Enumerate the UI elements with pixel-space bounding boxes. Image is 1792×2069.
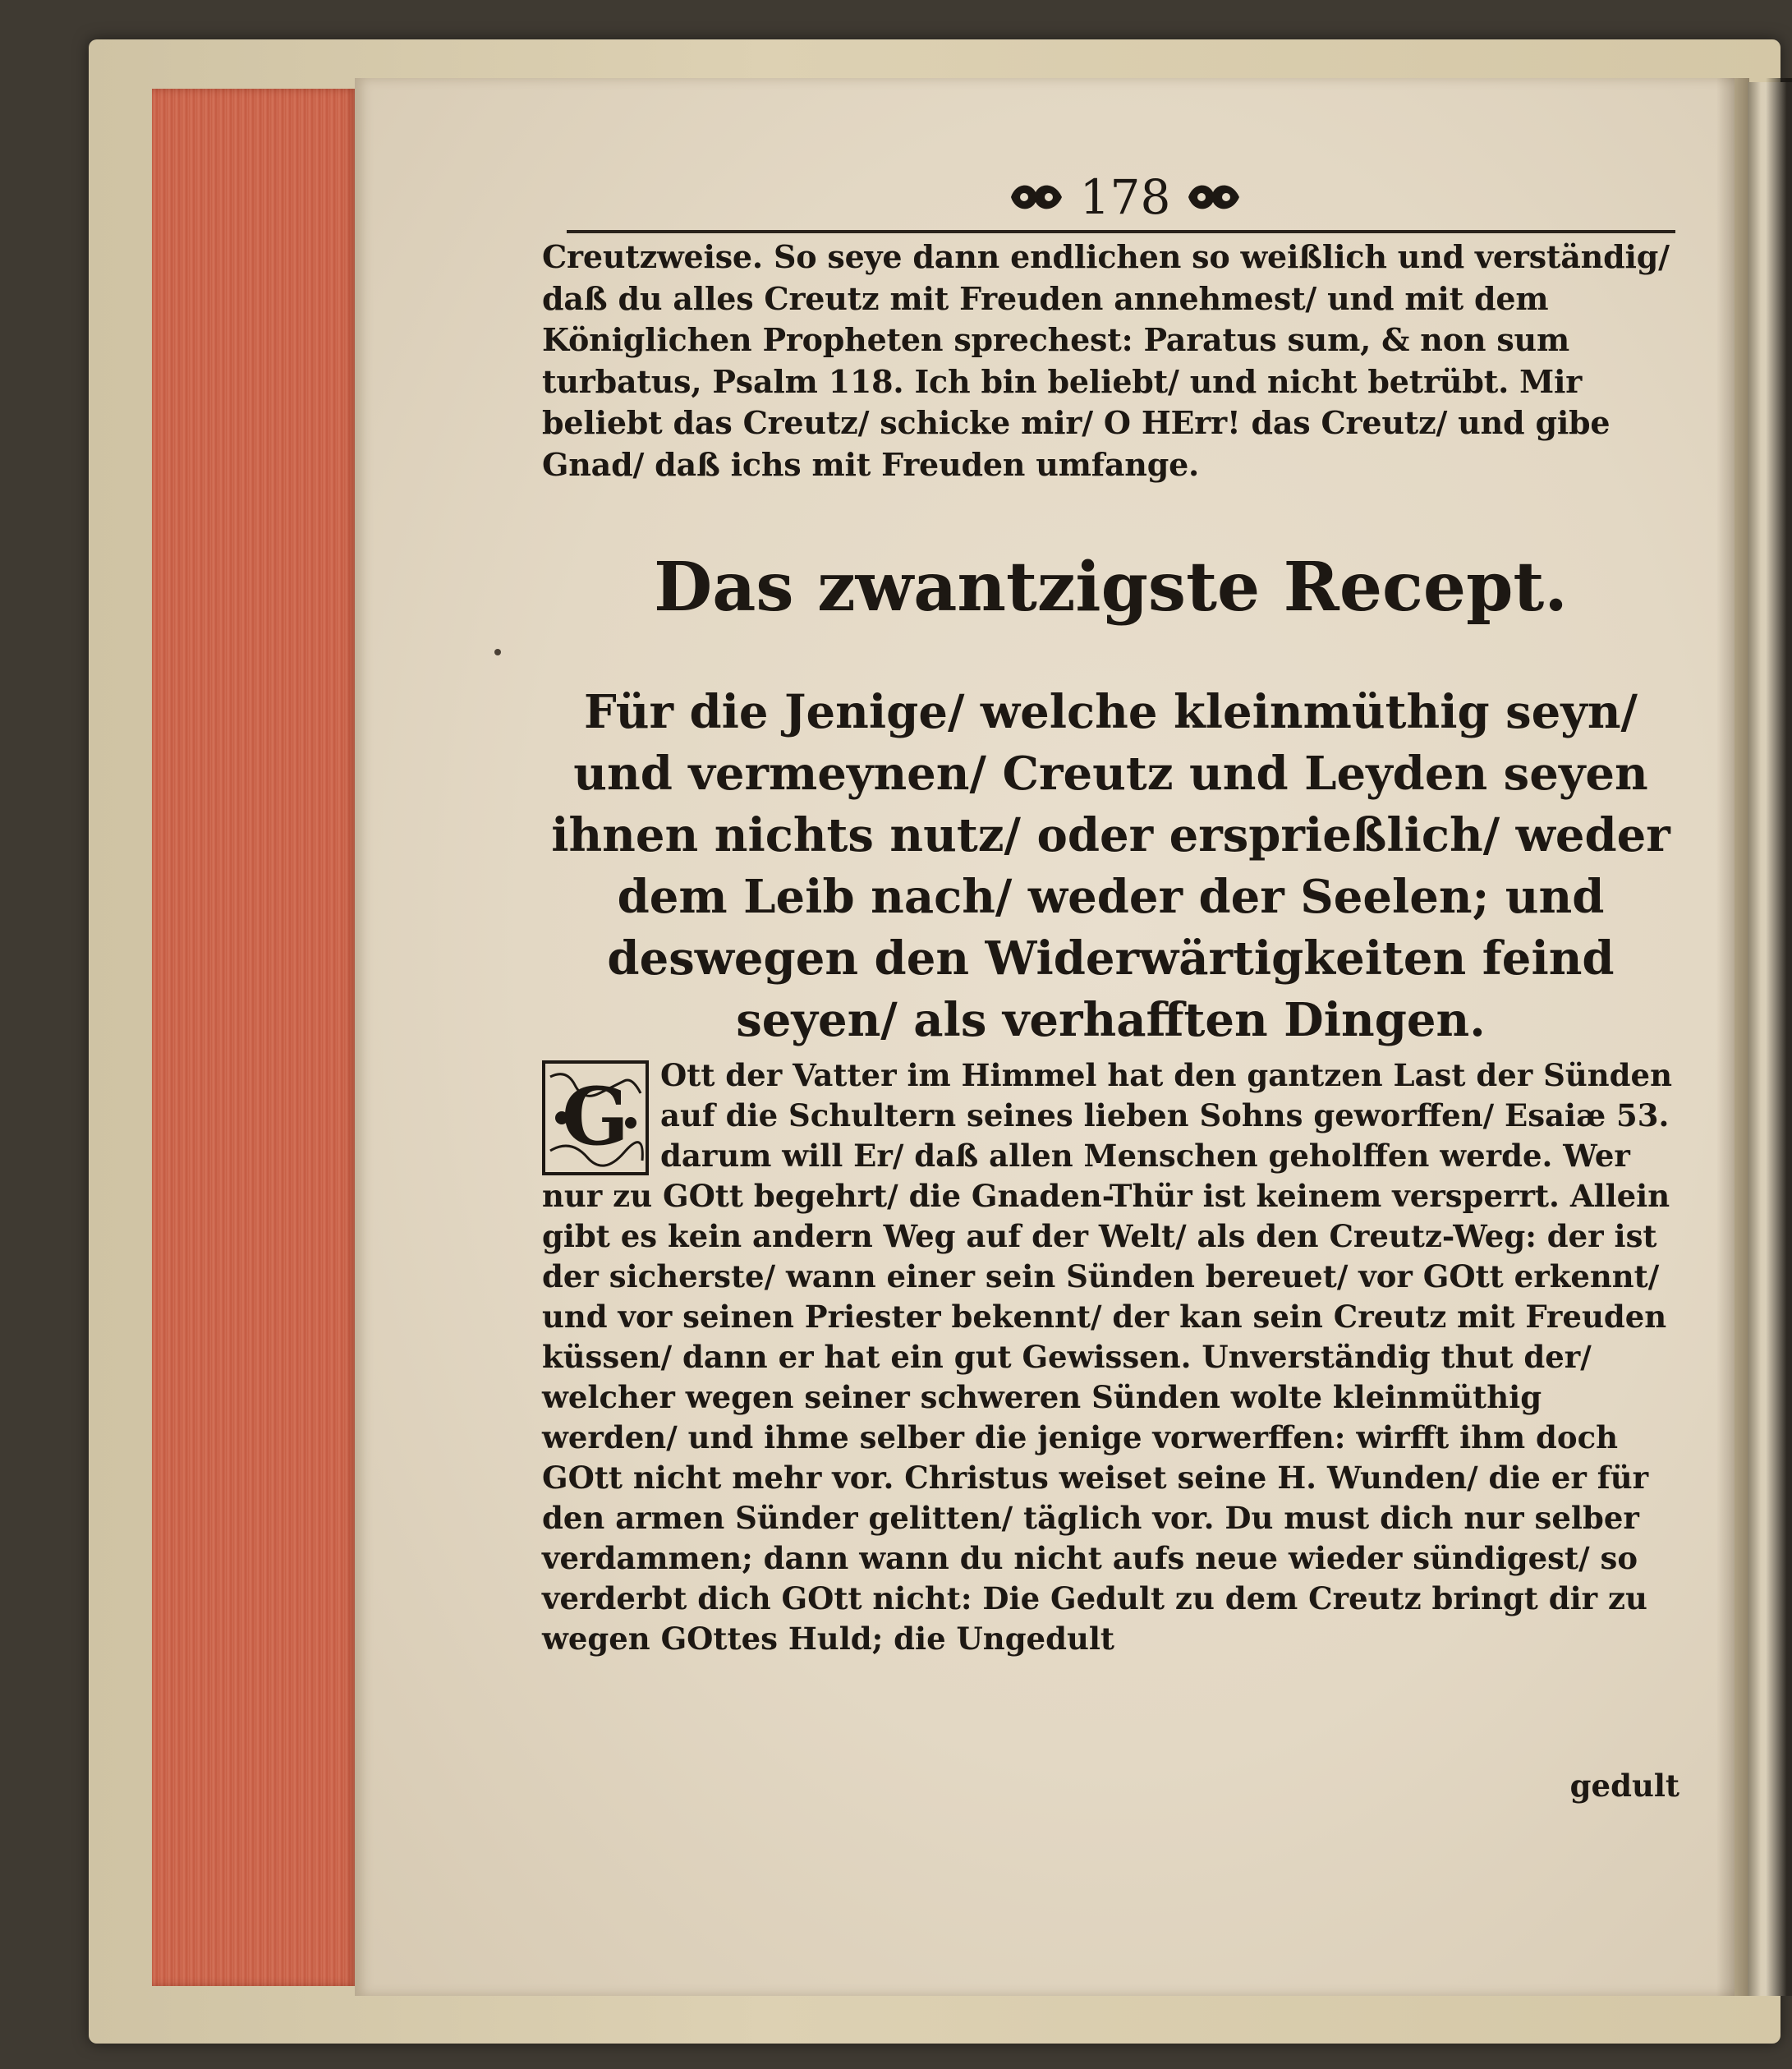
fleuron-ornament-right-icon [1185, 179, 1243, 215]
page-header [969, 168, 1281, 226]
ink-speck [494, 649, 501, 655]
fleuron-ornament-left-icon [1008, 179, 1065, 215]
decorated-initial-icon [542, 1060, 649, 1175]
catchword: gedult [1569, 1768, 1679, 1804]
body-paragraph-block [542, 1055, 1679, 1659]
drop-cap-letter: G [562, 1070, 629, 1163]
section-subheading: Für die Jenige/ welche kleinmüthig seyn/ und vermeynen/ Creutz und Leyden seyen ihnen nichts nutz/ oder ersprießlich/ weder dem Leib nach/ weder der Seelen; und deswegen den Widerwärtigkeiten feind seyen/ als verhafften Dingen. [551, 685, 1670, 1047]
top-paragraph: Creutzweise. So seye dann endlichen so weißlich und verständig/ daß du alles Creutz mit Freuden annehmest/ und mit dem Königlichen Propheten sprechest: Paratus sum, & non sum turbatus, Psalm 118. Ich bin beliebt/ und nicht betrübt. Mir beliebt das Creutz/ schicke mir/ O HErr! das Creutz/ und gibe Gnad/ daß ichs mit Freuden umfange. [542, 238, 1670, 483]
page-number: 178 [1079, 169, 1171, 225]
red-page-edges [152, 89, 357, 1986]
facing-page-shadow [1766, 78, 1792, 1996]
page-gutter-shadow [1716, 78, 1749, 1996]
header-rule [567, 230, 1675, 233]
section-heading: Das zwantzigste Recept. [654, 548, 1568, 627]
body-paragraph: Ott der Vatter im Himmel hat den gantzen Last der Sünden auf die Schultern seines lieben Sohns geworffen/ Esaiæ 53. darum will Er/ daß allen Menschen geholffen werde. Wer nur zu GOtt begehrt/ die Gnaden-Thür ist keinem versperrt. Allein gibt es kein andern Weg auf der Welt/ als den Creutz-Weg: der ist der sicherste/ wann einer sein Sünden bereuet/ vor GOtt erkennt/ und vor seinen Priester bekennt/ der kan sein Creutz mit Freuden küssen/ dann er hat ein gut Gewissen. Unverständig thut der/ welcher wegen seiner schweren Sünden wolte kleinmüthig werden/ und ihme selber die jenige vorwerffen: wirfft ihm doch GOtt nicht mehr vor. Christus weiset seine H. Wunden/ die er für den armen Sünder gelitten/ täglich vor. Du must dich nur selber verdammen; dann wann du nicht aufs neue wieder sündigest/ so verderbt dich GOtt nicht: Die Gedult zu dem Creutz bringt dir zu wegen GOttes Huld; die Ungedult [542, 1057, 1672, 1657]
